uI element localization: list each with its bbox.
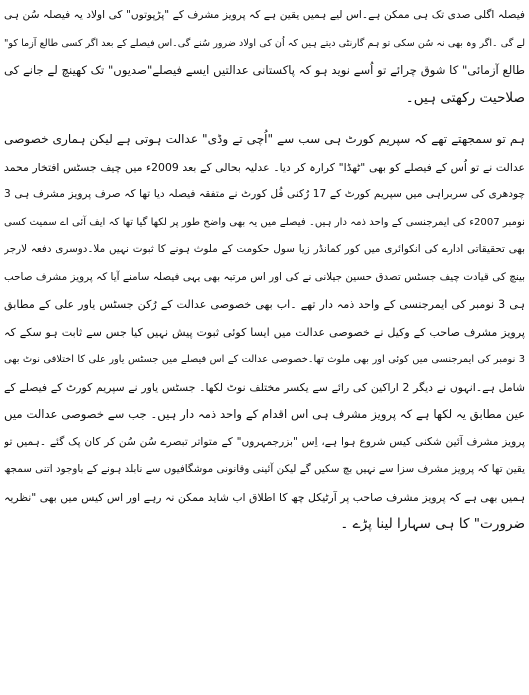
text-line: نومبر 2007ء کی ایمرجنسی کے واحد ذمہ دار ہیں۔ فیصلے میں یہ بھی واضح طور پر لکھا گیا تھا کہ ایف آئی اے سمیت کسی <box>4 216 525 228</box>
text-line: صلاحیت رکھتی ہیں۔ <box>405 89 525 106</box>
paragraph-1 <box>4 2 525 112</box>
text-line: فیصلہ اگلی صدی تک ہی ممکن ہے۔اس لیے ہمیں یقین ہے کہ پرویز مشرف کے "پڑپوتوں" کی اولاد یہ فیصلہ سُن ہی <box>4 9 525 21</box>
text-line: یقین تھا کہ پرویز مشرف سزا سے نہیں بچ سکیں گے لیکن آئینی وقانونی موشگافیوں سے نابلد ہونے کے باوجود اتنی سمجھ <box>4 463 525 475</box>
text-line: ہم تو سمجھتے تھے کہ سپریم کورٹ ہی سب سے "اُچی تے وڈی" عدالت ہوتی ہے لیکن ہماری خصوصی <box>4 132 525 146</box>
text-line: پرویز مشرف صاحب کے وکیل نے خصوصی عدالت میں ایسا کوئی ثبوت پیش نہیں کیا جس سے ثابت ہو سکے کہ <box>4 325 525 339</box>
text-line: 3 نومبر کی ایمرجنسی میں کوئی اور بھی ملوث تھا۔خصوصی عدالت کے اس فیصلے میں جسٹس یاور علی کا اختلافی نوٹ بھی <box>4 354 525 365</box>
text-line: بینچ کی قیادت چیف جسٹس تصدق حسین جیلانی نے کی اور اس مرتبہ بھی یہی فیصلہ سامنے آیا کہ پرویز مشرف صاحب <box>4 270 525 283</box>
text-line: عدالت نے تو اُس کے فیصلے کو بھی "ٹھڈا" کرارہ کر دیا۔ عدلیہ بحالی کے بعد 2009ء میں چیف جسٹس افتخار محمد <box>4 160 525 174</box>
text-line: ضرورت" کا ہی سہارا لینا پڑے ۔ <box>340 516 525 532</box>
article-body <box>4 2 525 692</box>
text-line: پرویز مشرف آئین شکنی کیس شروع ہوا ہے، اِس "بزرجمہروں" کے متواتر تبصرے سُن سُن کر کان پک گئے ۔ہمیں تو <box>4 435 525 448</box>
text-line: طالع آزمائی" کا شوق چرائے تو اُسے نوید ہو کہ پاکستانی عدالتیں ایسے فیصلے"صدیوں" تک کھینچ لے جانے کی <box>4 63 525 77</box>
text-line: ہی 3 نومبر کی ایمرجنسی کے واحد ذمہ دار تھے ۔اب بھی خصوصی عدالت کے رُکن جسٹس یاور علی کے مطابق <box>4 298 525 311</box>
text-line: بھی تحقیقاتی ادارے کی انکوائری میں کور کمانڈر زیا سول حکومت کے ملوث ہونے کا ثبوت نہیں ملا۔دوسری دفعہ لارجر <box>4 243 525 255</box>
text-line: لے گی ۔اگر وہ بھی نہ سُن سکی تو ہم گارنٹی دیتے ہیں کہ اُن کی اولاد ضرور سُنے گی۔اس فیصلے کے بعد اگر کسی طالع آزما کو" <box>4 37 525 49</box>
text-line: شامل ہے۔انہوں نے دیگر 2 اراکین کی رائے سے یکسر مختلف نوٹ لکھا۔ جسٹس یاور نے سپریم کورٹ کے فیصلے کے <box>4 380 525 394</box>
paragraph-2 <box>4 126 525 539</box>
text-line: عین مطابق یہ لکھا ہے کہ پرویز مشرف ہی اس اقدام کے واحد ذمہ دار ہیں۔ جب سے خصوصی عدالت میں <box>4 407 525 421</box>
text-line: ہمیں بھی ہے کہ پرویز مشرف صاحب پر آرٹیکل چھ کا اطلاق اب شاید ممکن نہ رہے اور اس کیس میں بھی "نظریہ <box>4 490 525 504</box>
paragraph-gap <box>4 112 525 126</box>
text-line: چودھری کی سربراہی میں سپریم کورٹ کے 17 رُکنی فُل کورٹ نے متفقہ فیصلہ دیا تھا کہ صرف پرویز مشرف ہی 3 <box>4 188 525 200</box>
